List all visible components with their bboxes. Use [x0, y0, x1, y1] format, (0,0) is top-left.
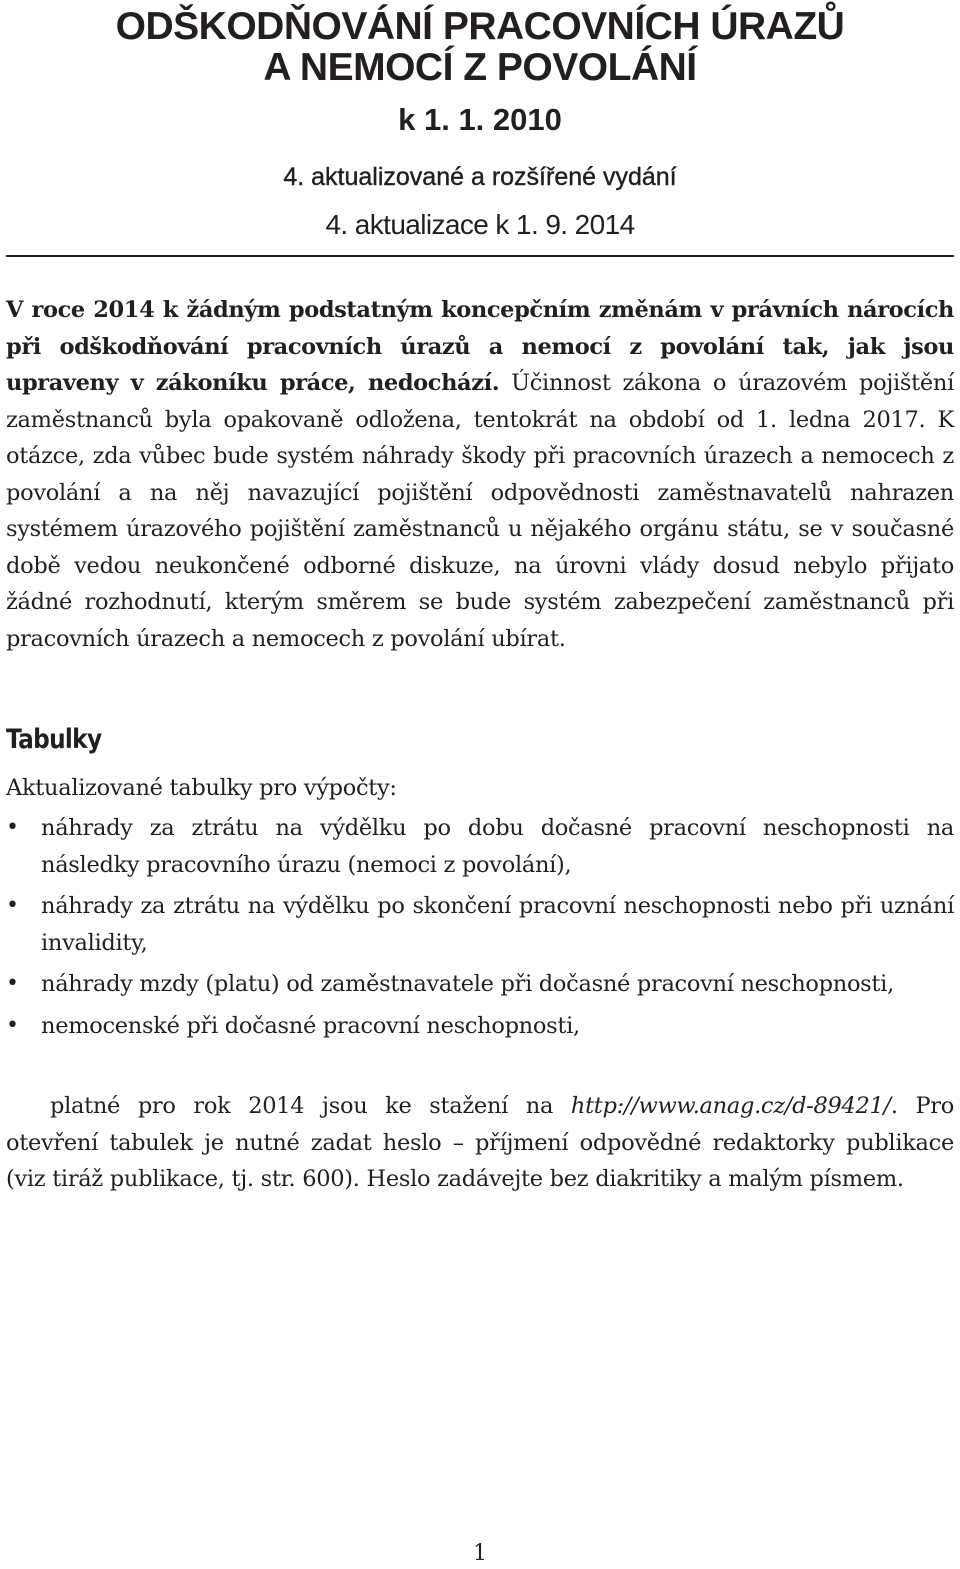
list-item: [6, 966, 954, 1003]
section-heading-tables: Tabulky: [6, 724, 102, 755]
intro-lead-bold: V roce 2014 k žádným podstatným koncepčním změnám v právních nárocích při odškodňování pracovních úrazů a nemocí z povolání tak, jak jsou upraveny v zákoníku práce, nedochází.: [6, 297, 954, 396]
document-title: [6, 6, 954, 88]
tables-bullet-list: [6, 810, 954, 1049]
bullet-icon: •: [6, 971, 19, 996]
download-paragraph: [6, 1088, 954, 1198]
download-text-after-url: . Pro otevření tabulek je nutné zadat heslo – příjmení odpovědné redaktorky publikace (viz tiráž publikace, tj. str. 600). Heslo zadávejte bez diakritiky a malým písmem.: [6, 1093, 954, 1192]
list-item: [6, 1008, 954, 1045]
title-line-2: A NEMOCÍ Z POVOLÁNÍ: [263, 46, 697, 89]
list-item-text: náhrady za ztrátu na výdělku po skončení pracovní neschopnosti nebo při uznání invalidity,: [41, 893, 954, 956]
download-text-before-url: platné pro rok 2014 jsou ke stažení na: [50, 1093, 571, 1119]
edition-info: 4. aktualizované a rozšířené vydání: [283, 163, 677, 191]
intro-rest: Účinnost zákona o úrazovém pojištění zaměstnanců byla opakovaně odložena, tentokrát na období od 1. ledna 2017. K otázce, zda vůbec bude systém náhrady škody při pracovních úrazech a nemocech z povolání a na něj navazující pojištění odpovědnosti zaměstnavatelů nahrazen systémem úrazového pojištění zaměstnanců u nějakého orgánu státu, se v současné době vedou neukončené odborné diskuze, na úrovni vlády dosud nebylo přijato žádné rozhodnutí, kterým směrem se bude systém zabezpečení zaměstnanců při pracovních úrazech a nemocech z povolání ubírat.: [6, 370, 955, 652]
bullet-icon: •: [6, 815, 19, 840]
download-link[interactable]: http://www.anag.cz/d-89421/: [570, 1093, 891, 1119]
list-item: [6, 810, 954, 883]
update-info: 4. aktualizace k 1. 9. 2014: [325, 209, 635, 240]
intro-paragraph: [6, 292, 954, 657]
validity-date: k 1. 1. 2010: [398, 102, 562, 137]
header-divider: [6, 255, 954, 257]
tables-list-intro: Aktualizované tabulky pro výpočty:: [6, 775, 397, 801]
list-item-text: náhrady za ztrátu na výdělku po dobu dočasné pracovní neschopnosti na následky pracovního úrazu (nemoci z povolání),: [41, 815, 954, 878]
list-item-text: nemocenské při dočasné pracovní neschopnosti,: [41, 1012, 580, 1039]
list-item: [6, 888, 954, 961]
list-item-text: náhrady mzdy (platu) od zaměstnavatele při dočasné pracovní neschopnosti,: [41, 971, 894, 997]
title-line-1: ODŠKODŇOVÁNÍ PRACOVNÍCH ÚRAZŮ: [115, 5, 845, 48]
bullet-icon: •: [6, 893, 19, 918]
document-page: [6, 0, 954, 1569]
bullet-icon: •: [6, 1012, 19, 1038]
page-number: 1: [473, 1541, 487, 1566]
